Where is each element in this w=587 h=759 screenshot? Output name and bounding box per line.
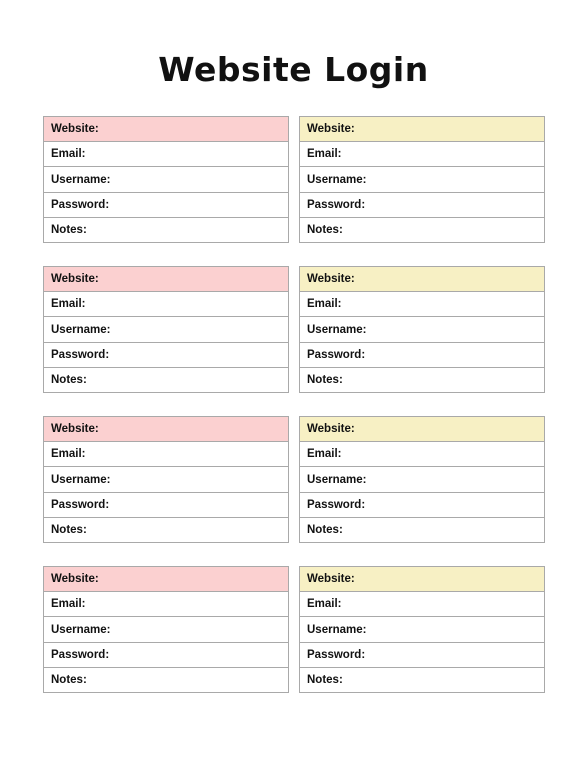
website-label: Website: bbox=[51, 273, 99, 286]
login-card-6 bbox=[299, 416, 545, 543]
notes-label: Notes: bbox=[307, 373, 343, 386]
email-label: Email: bbox=[51, 448, 86, 461]
notes-field[interactable] bbox=[44, 517, 288, 542]
password-field[interactable] bbox=[44, 342, 288, 367]
page-title: Website Login bbox=[158, 50, 429, 89]
username-label: Username: bbox=[307, 173, 367, 186]
email-field[interactable] bbox=[300, 441, 544, 466]
username-label: Username: bbox=[51, 473, 111, 486]
email-field[interactable] bbox=[300, 291, 544, 316]
website-label: Website: bbox=[51, 423, 99, 436]
password-label: Password: bbox=[51, 498, 110, 511]
password-field[interactable] bbox=[44, 492, 288, 517]
email-field[interactable] bbox=[300, 591, 544, 616]
notes-label: Notes: bbox=[51, 223, 87, 236]
username-field[interactable] bbox=[300, 166, 544, 191]
email-field[interactable] bbox=[44, 291, 288, 316]
website-field[interactable] bbox=[300, 117, 544, 141]
username-label: Username: bbox=[307, 623, 367, 636]
notes-label: Notes: bbox=[51, 523, 87, 536]
notes-label: Notes: bbox=[51, 673, 87, 686]
login-card-5 bbox=[43, 416, 289, 543]
password-field[interactable] bbox=[300, 642, 544, 667]
login-card-4 bbox=[299, 266, 545, 393]
website-label: Website: bbox=[307, 573, 355, 586]
notes-field[interactable] bbox=[300, 667, 544, 692]
website-field[interactable] bbox=[44, 417, 288, 441]
website-field[interactable] bbox=[300, 567, 544, 591]
login-card-7 bbox=[43, 566, 289, 693]
notes-label: Notes: bbox=[51, 373, 87, 386]
notes-label: Notes: bbox=[307, 673, 343, 686]
username-label: Username: bbox=[51, 173, 111, 186]
website-field[interactable] bbox=[300, 267, 544, 291]
username-field[interactable] bbox=[300, 466, 544, 491]
password-field[interactable] bbox=[44, 192, 288, 217]
password-label: Password: bbox=[307, 348, 366, 361]
notes-field[interactable] bbox=[44, 667, 288, 692]
email-label: Email: bbox=[307, 448, 342, 461]
website-field[interactable] bbox=[44, 117, 288, 141]
password-field[interactable] bbox=[44, 642, 288, 667]
website-label: Website: bbox=[307, 123, 355, 136]
username-field[interactable] bbox=[44, 316, 288, 341]
notes-field[interactable] bbox=[300, 517, 544, 542]
notes-label: Notes: bbox=[307, 523, 343, 536]
notes-field[interactable] bbox=[300, 217, 544, 242]
email-field[interactable] bbox=[44, 441, 288, 466]
notes-label: Notes: bbox=[307, 223, 343, 236]
password-label: Password: bbox=[51, 198, 110, 211]
email-label: Email: bbox=[51, 298, 86, 311]
website-label: Website: bbox=[51, 573, 99, 586]
username-field[interactable] bbox=[44, 166, 288, 191]
username-field[interactable] bbox=[44, 616, 288, 641]
email-label: Email: bbox=[307, 298, 342, 311]
email-label: Email: bbox=[307, 148, 342, 161]
notes-field[interactable] bbox=[300, 367, 544, 392]
email-label: Email: bbox=[307, 598, 342, 611]
email-field[interactable] bbox=[44, 591, 288, 616]
username-label: Username: bbox=[307, 323, 367, 336]
username-label: Username: bbox=[51, 323, 111, 336]
username-label: Username: bbox=[51, 623, 111, 636]
website-field[interactable] bbox=[300, 417, 544, 441]
email-label: Email: bbox=[51, 598, 86, 611]
username-field[interactable] bbox=[44, 466, 288, 491]
website-label: Website: bbox=[307, 423, 355, 436]
username-field[interactable] bbox=[300, 316, 544, 341]
password-label: Password: bbox=[51, 348, 110, 361]
login-card-1 bbox=[43, 116, 289, 243]
website-field[interactable] bbox=[44, 567, 288, 591]
password-field[interactable] bbox=[300, 192, 544, 217]
password-label: Password: bbox=[307, 498, 366, 511]
website-field[interactable] bbox=[44, 267, 288, 291]
login-card-3 bbox=[43, 266, 289, 393]
login-card-8 bbox=[299, 566, 545, 693]
password-label: Password: bbox=[307, 648, 366, 661]
notes-field[interactable] bbox=[44, 367, 288, 392]
login-card-2 bbox=[299, 116, 545, 243]
password-field[interactable] bbox=[300, 492, 544, 517]
password-label: Password: bbox=[51, 648, 110, 661]
password-field[interactable] bbox=[300, 342, 544, 367]
password-label: Password: bbox=[307, 198, 366, 211]
website-label: Website: bbox=[51, 123, 99, 136]
email-label: Email: bbox=[51, 148, 86, 161]
login-card-grid bbox=[43, 116, 545, 693]
email-field[interactable] bbox=[44, 141, 288, 166]
email-field[interactable] bbox=[300, 141, 544, 166]
website-label: Website: bbox=[307, 273, 355, 286]
username-label: Username: bbox=[307, 473, 367, 486]
username-field[interactable] bbox=[300, 616, 544, 641]
notes-field[interactable] bbox=[44, 217, 288, 242]
